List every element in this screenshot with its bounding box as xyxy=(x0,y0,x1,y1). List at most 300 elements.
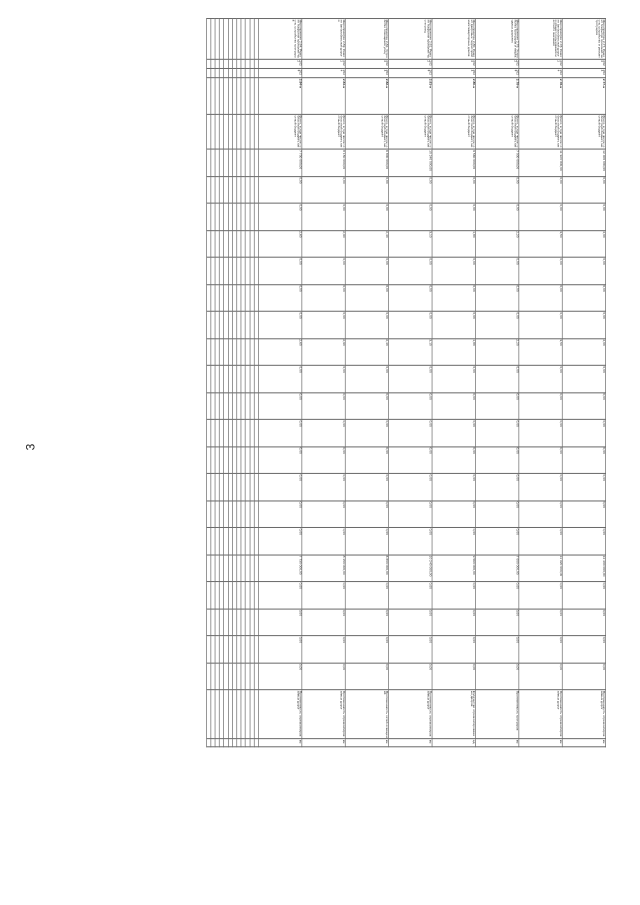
blank-cell xyxy=(245,473,249,500)
blank-cell xyxy=(245,311,249,338)
row-year-start: 2022 xyxy=(475,59,518,68)
row-value-cell: 0,00 xyxy=(389,527,432,554)
blank-cell xyxy=(215,338,219,365)
row-goal-cell: Протяженность отремонтированных дорог xyxy=(389,690,432,739)
blank-cell xyxy=(241,149,245,176)
blank-cell xyxy=(219,114,223,149)
row-value-cell: 0,00 xyxy=(562,392,605,419)
row-unit-cell: км xyxy=(345,739,388,747)
blank-cell xyxy=(206,338,210,365)
table-row xyxy=(258,19,301,747)
blank-cell xyxy=(250,230,254,257)
row-value-cell: 0,00 xyxy=(389,203,432,230)
row-value-cell: 0,00 xyxy=(562,176,605,203)
row-value-cell: 0,00 xyxy=(519,663,562,690)
blank-cell xyxy=(206,636,210,663)
row-value-cell: 12 400 000,00 xyxy=(562,555,605,582)
blank-cell xyxy=(211,338,215,365)
blank-cell xyxy=(211,663,215,690)
blank-cell xyxy=(228,311,232,338)
row-value-cell: 0,00 xyxy=(519,311,562,338)
blank-row xyxy=(254,19,258,747)
blank-cell xyxy=(245,59,249,68)
blank-cell xyxy=(250,690,254,739)
blank-cell xyxy=(237,284,241,311)
blank-cell xyxy=(228,230,232,257)
blank-cell xyxy=(245,257,249,284)
blank-cell xyxy=(211,609,215,636)
blank-cell xyxy=(211,555,215,582)
blank-cell xyxy=(245,19,249,60)
row-value-cell: 0,00 xyxy=(475,365,518,392)
blank-row xyxy=(232,19,236,747)
blank-cell xyxy=(250,527,254,554)
blank-cell xyxy=(219,446,223,473)
row-value-cell: 0,00 xyxy=(432,609,475,636)
row-exec-cell: Всего, в том числе: областной бюджет, местный бюджет xyxy=(302,114,345,149)
row-value-cell: 6 800 000,00 xyxy=(345,555,388,582)
row-value-cell: 0,00 xyxy=(519,176,562,203)
blank-cell xyxy=(232,555,236,582)
blank-cell xyxy=(241,311,245,338)
row-value-cell: 0,00 xyxy=(345,609,388,636)
blank-cell xyxy=(206,59,210,68)
blank-cell xyxy=(215,19,219,60)
row-code-cell: 2.78-н xyxy=(519,78,562,115)
blank-cell xyxy=(215,739,219,747)
blank-cell xyxy=(215,230,219,257)
blank-cell xyxy=(241,609,245,636)
row-value-cell: 0,00 xyxy=(519,446,562,473)
row-year-start: 2022 xyxy=(519,59,562,68)
blank-cell xyxy=(224,555,228,582)
row-name-cell: Мероприятие 2.84. Ремонт покрытия проезжей части, устройство тротуаров xyxy=(258,19,301,60)
blank-cell xyxy=(206,68,210,77)
blank-cell xyxy=(215,609,219,636)
row-unit-cell: км xyxy=(519,739,562,747)
row-value-cell: 0,00 xyxy=(562,609,605,636)
blank-cell xyxy=(245,68,249,77)
blank-cell xyxy=(219,419,223,446)
blank-cell xyxy=(237,555,241,582)
blank-cell xyxy=(215,500,219,527)
row-value-cell: 0,00 xyxy=(258,203,301,230)
blank-cell xyxy=(254,739,258,747)
row-year-end: 2024 xyxy=(345,68,388,77)
blank-cell xyxy=(211,365,215,392)
row-value-cell: 2,20 xyxy=(475,230,518,257)
blank-cell xyxy=(237,68,241,77)
blank-cell xyxy=(241,636,245,663)
row-value-cell: 2,40 xyxy=(345,230,388,257)
blank-cell xyxy=(211,500,215,527)
blank-cell xyxy=(237,582,241,609)
blank-cell xyxy=(232,230,236,257)
blank-cell xyxy=(219,230,223,257)
blank-cell xyxy=(241,284,245,311)
row-value-cell: 0,00 xyxy=(519,582,562,609)
blank-cell xyxy=(254,311,258,338)
blank-cell xyxy=(250,500,254,527)
blank-cell xyxy=(219,203,223,230)
blank-cell xyxy=(219,500,223,527)
row-value-cell: 0,00 xyxy=(302,257,345,284)
row-exec-cell: Всего, в том числе: областной бюджет, местный бюджет xyxy=(475,114,518,149)
row-value-cell: 0,00 xyxy=(258,527,301,554)
blank-cell xyxy=(228,663,232,690)
row-value-cell: 0,00 xyxy=(258,392,301,419)
row-value-cell: 0,00 xyxy=(302,419,345,446)
blank-cell xyxy=(215,419,219,446)
row-value-cell: 0,00 xyxy=(562,257,605,284)
blank-cell xyxy=(241,446,245,473)
blank-cell xyxy=(237,609,241,636)
blank-row xyxy=(250,19,254,747)
blank-cell xyxy=(245,582,249,609)
blank-cell xyxy=(206,392,210,419)
blank-cell xyxy=(228,473,232,500)
blank-cell xyxy=(250,473,254,500)
rotated-table-sheet xyxy=(206,18,606,747)
blank-cell xyxy=(211,690,215,739)
row-value-cell: 0,00 xyxy=(345,365,388,392)
blank-cell xyxy=(215,446,219,473)
blank-cell xyxy=(219,257,223,284)
blank-cell xyxy=(224,203,228,230)
row-exec-cell: Всего, в том числе: областной бюджет, местный бюджет xyxy=(389,114,432,149)
row-value-cell: 0,00 xyxy=(389,473,432,500)
row-value-cell: 0,00 xyxy=(432,500,475,527)
blank-cell xyxy=(219,392,223,419)
row-value-cell: 0,00 xyxy=(258,582,301,609)
blank-cell xyxy=(254,203,258,230)
row-value-cell: 0,00 xyxy=(432,284,475,311)
row-value-cell: 0,00 xyxy=(475,663,518,690)
row-value-cell: 10 240 000,00 xyxy=(389,149,432,176)
blank-cell xyxy=(219,284,223,311)
blank-cell xyxy=(250,176,254,203)
row-value-cell: 0,00 xyxy=(389,311,432,338)
row-value-cell: 7 730 000,00 xyxy=(258,555,301,582)
row-value-cell: 0,00 xyxy=(302,636,345,663)
row-name-cell: Мероприятие 2.77. Ремонт покрытия проезжей части, устройство и ремонт тротуаров xyxy=(562,19,605,60)
blank-cell xyxy=(241,19,245,60)
row-value-cell: 7 730 000,00 xyxy=(258,149,301,176)
blank-cell xyxy=(241,527,245,554)
blank-cell xyxy=(254,59,258,68)
row-unit-cell: км xyxy=(302,739,345,747)
row-value-cell: 0,00 xyxy=(475,257,518,284)
blank-cell xyxy=(241,419,245,446)
blank-cell xyxy=(250,257,254,284)
blank-cell xyxy=(219,365,223,392)
blank-cell xyxy=(245,176,249,203)
row-goal-cell: Протяженность отремонтированных дорог xyxy=(519,690,562,739)
blank-cell xyxy=(237,739,241,747)
blank-cell xyxy=(211,473,215,500)
blank-cell xyxy=(224,663,228,690)
blank-cell xyxy=(241,338,245,365)
row-value-cell: 0,00 xyxy=(432,527,475,554)
blank-cell xyxy=(254,446,258,473)
row-value-cell: 0,00 xyxy=(389,446,432,473)
blank-cell xyxy=(219,739,223,747)
blank-cell xyxy=(241,203,245,230)
row-value-cell: 0,00 xyxy=(389,582,432,609)
row-unit-cell: км xyxy=(389,739,432,747)
blank-cell xyxy=(245,663,249,690)
blank-cell xyxy=(228,582,232,609)
blank-cell xyxy=(254,609,258,636)
row-value-cell: 0,00 xyxy=(258,176,301,203)
row-value-cell: 3,10 xyxy=(389,338,432,365)
blank-cell xyxy=(232,500,236,527)
blank-row xyxy=(211,19,215,747)
row-value-cell: 1,80 xyxy=(432,338,475,365)
row-value-cell: 3,10 xyxy=(389,230,432,257)
row-value-cell: 0,00 xyxy=(519,419,562,446)
blank-cell xyxy=(219,663,223,690)
blank-cell xyxy=(219,78,223,115)
blank-cell xyxy=(224,446,228,473)
row-value-cell: 0,00 xyxy=(562,500,605,527)
table-row xyxy=(562,19,605,747)
blank-cell xyxy=(241,392,245,419)
row-unit-cell: км xyxy=(562,739,605,747)
blank-cell xyxy=(232,739,236,747)
table-row xyxy=(519,19,562,747)
blank-cell xyxy=(224,284,228,311)
row-value-cell: 0,00 xyxy=(389,663,432,690)
row-name-cell: Мероприятие 2.81. Ремонт покрытия проезжей части улиц xyxy=(389,19,432,60)
blank-cell xyxy=(228,19,232,60)
blank-cell xyxy=(254,257,258,284)
blank-cell xyxy=(250,68,254,77)
blank-cell xyxy=(232,284,236,311)
blank-cell xyxy=(224,636,228,663)
blank-cell xyxy=(250,149,254,176)
blank-cell xyxy=(237,203,241,230)
row-value-cell: 0,00 xyxy=(432,636,475,663)
blank-cell xyxy=(206,78,210,115)
row-value-cell: 0,00 xyxy=(519,392,562,419)
blank-cell xyxy=(250,419,254,446)
blank-cell xyxy=(241,473,245,500)
row-goal-cell: Протяженность отремонтированных дорог xyxy=(258,690,301,739)
blank-cell xyxy=(228,500,232,527)
row-value-cell: 0,00 xyxy=(519,284,562,311)
blank-cell xyxy=(228,68,232,77)
blank-cell xyxy=(206,473,210,500)
blank-cell xyxy=(206,257,210,284)
blank-cell xyxy=(245,230,249,257)
blank-cell xyxy=(237,78,241,115)
row-value-cell: 0,00 xyxy=(389,392,432,419)
row-code-cell: 2.79-н xyxy=(475,78,518,115)
blank-cell xyxy=(250,59,254,68)
row-value-cell: 0,00 xyxy=(432,203,475,230)
blank-cell xyxy=(254,419,258,446)
blank-cell xyxy=(206,739,210,747)
blank-cell xyxy=(228,284,232,311)
blank-cell xyxy=(228,446,232,473)
row-value-cell: 0,00 xyxy=(562,527,605,554)
row-value-cell: 9 560 000,00 xyxy=(432,555,475,582)
blank-cell xyxy=(241,257,245,284)
row-value-cell: 0,00 xyxy=(258,311,301,338)
blank-cell xyxy=(237,311,241,338)
row-value-cell: 0,00 xyxy=(302,311,345,338)
blank-cell xyxy=(215,392,219,419)
blank-cell xyxy=(219,19,223,60)
blank-cell xyxy=(237,149,241,176)
blank-cell xyxy=(224,19,228,60)
blank-cell xyxy=(237,338,241,365)
blank-cell xyxy=(224,311,228,338)
blank-cell xyxy=(250,114,254,149)
blank-cell xyxy=(224,582,228,609)
blank-cell xyxy=(254,473,258,500)
blank-cell xyxy=(219,690,223,739)
row-value-cell: 6 800 000,00 xyxy=(345,149,388,176)
row-exec-cell: Всего, в том числе: областной бюджет, местный бюджет xyxy=(562,114,605,149)
blank-cell xyxy=(250,739,254,747)
row-value-cell: 0,00 xyxy=(519,203,562,230)
blank-cell xyxy=(245,446,249,473)
row-code-cell: 2.80-н xyxy=(432,78,475,115)
row-value-cell: 0,00 xyxy=(302,203,345,230)
blank-cell xyxy=(211,176,215,203)
blank-cell xyxy=(219,338,223,365)
blank-cell xyxy=(232,59,236,68)
blank-cell xyxy=(232,114,236,149)
blank-cell xyxy=(254,19,258,60)
row-value-cell: 0,00 xyxy=(562,582,605,609)
row-value-cell: 7 000 000,00 xyxy=(475,149,518,176)
row-value-cell: 0,00 xyxy=(562,473,605,500)
row-exec-cell: Всего, в том числе: областной бюджет, местный бюджет xyxy=(345,114,388,149)
row-year-start: 2022 xyxy=(258,59,301,68)
blank-cell xyxy=(206,663,210,690)
blank-cell xyxy=(211,257,215,284)
row-value-cell: 0,00 xyxy=(432,392,475,419)
row-value-cell: 0,00 xyxy=(258,284,301,311)
blank-cell xyxy=(245,78,249,115)
blank-cell xyxy=(215,284,219,311)
blank-cell xyxy=(228,59,232,68)
blank-cell xyxy=(250,338,254,365)
blank-cell xyxy=(206,311,210,338)
blank-cell xyxy=(215,527,219,554)
row-goal-cell: Протяженность сетей освещения xyxy=(345,690,388,739)
blank-cell xyxy=(241,59,245,68)
row-year-start: 2022 xyxy=(432,59,475,68)
blank-cell xyxy=(211,149,215,176)
blank-cell xyxy=(241,365,245,392)
row-exec-cell: Всего, в том числе: областной бюджет, местный бюджет xyxy=(258,114,301,149)
row-value-cell: 0,00 xyxy=(562,203,605,230)
row-goal-cell: Протяженность отремонтированных дорог xyxy=(562,690,605,739)
blank-cell xyxy=(215,473,219,500)
row-value-cell: 2,20 xyxy=(475,338,518,365)
row-value-cell: 0,00 xyxy=(345,473,388,500)
blank-cell xyxy=(237,176,241,203)
blank-row xyxy=(206,19,210,747)
blank-cell xyxy=(250,203,254,230)
blank-cell xyxy=(237,663,241,690)
blank-cell xyxy=(250,392,254,419)
row-year-end: 2024 xyxy=(389,68,432,77)
blank-cell xyxy=(228,365,232,392)
blank-cell xyxy=(254,392,258,419)
row-value-cell: 0,00 xyxy=(302,582,345,609)
blank-cell xyxy=(228,419,232,446)
blank-cell xyxy=(245,365,249,392)
blank-cell xyxy=(219,555,223,582)
row-value-cell: 0,00 xyxy=(302,527,345,554)
row-value-cell: 0,00 xyxy=(432,473,475,500)
blank-cell xyxy=(215,78,219,115)
blank-cell xyxy=(237,19,241,60)
row-value-cell: 0,00 xyxy=(475,284,518,311)
blank-cell xyxy=(232,149,236,176)
program-table xyxy=(206,18,606,747)
row-value-cell: 0,00 xyxy=(258,609,301,636)
row-code-cell: 2.82-н xyxy=(345,78,388,115)
row-value-cell: 0,00 xyxy=(258,636,301,663)
row-name-cell: Мероприятие 2.80. Ремонт дворовых территорий многоквартирных домов xyxy=(432,19,475,60)
blank-cell xyxy=(232,311,236,338)
blank-cell xyxy=(206,419,210,446)
row-name-cell: Мероприятие 2.79. Устройство тротуаров и пешеходных дорожек xyxy=(475,19,518,60)
row-exec-cell: Всего, в том числе: областной бюджет, местный бюджет xyxy=(519,114,562,149)
blank-cell xyxy=(241,78,245,115)
row-value-cell: 0,00 xyxy=(519,527,562,554)
row-year-end: 2024 xyxy=(258,68,301,77)
blank-cell xyxy=(215,68,219,77)
row-value-cell: 0,00 xyxy=(345,176,388,203)
blank-cell xyxy=(250,609,254,636)
blank-cell xyxy=(219,609,223,636)
blank-cell xyxy=(237,636,241,663)
blank-cell xyxy=(211,284,215,311)
blank-cell xyxy=(206,284,210,311)
blank-cell xyxy=(228,555,232,582)
blank-cell xyxy=(232,609,236,636)
blank-cell xyxy=(250,365,254,392)
blank-cell xyxy=(232,527,236,554)
blank-cell xyxy=(241,114,245,149)
row-value-cell: 0,00 xyxy=(302,609,345,636)
blank-cell xyxy=(254,78,258,115)
blank-cell xyxy=(206,690,210,739)
blank-cell xyxy=(254,338,258,365)
blank-cell xyxy=(237,230,241,257)
blank-cell xyxy=(228,739,232,747)
blank-cell xyxy=(237,257,241,284)
row-value-cell: 0,00 xyxy=(475,609,518,636)
blank-cell xyxy=(219,473,223,500)
blank-cell xyxy=(215,636,219,663)
blank-cell xyxy=(232,257,236,284)
blank-cell xyxy=(211,527,215,554)
row-value-cell: 0,00 xyxy=(258,419,301,446)
row-value-cell: 0,00 xyxy=(389,500,432,527)
row-value-cell: 0,00 xyxy=(302,500,345,527)
blank-cell xyxy=(228,203,232,230)
row-value-cell: 0,00 xyxy=(389,176,432,203)
blank-cell xyxy=(215,114,219,149)
